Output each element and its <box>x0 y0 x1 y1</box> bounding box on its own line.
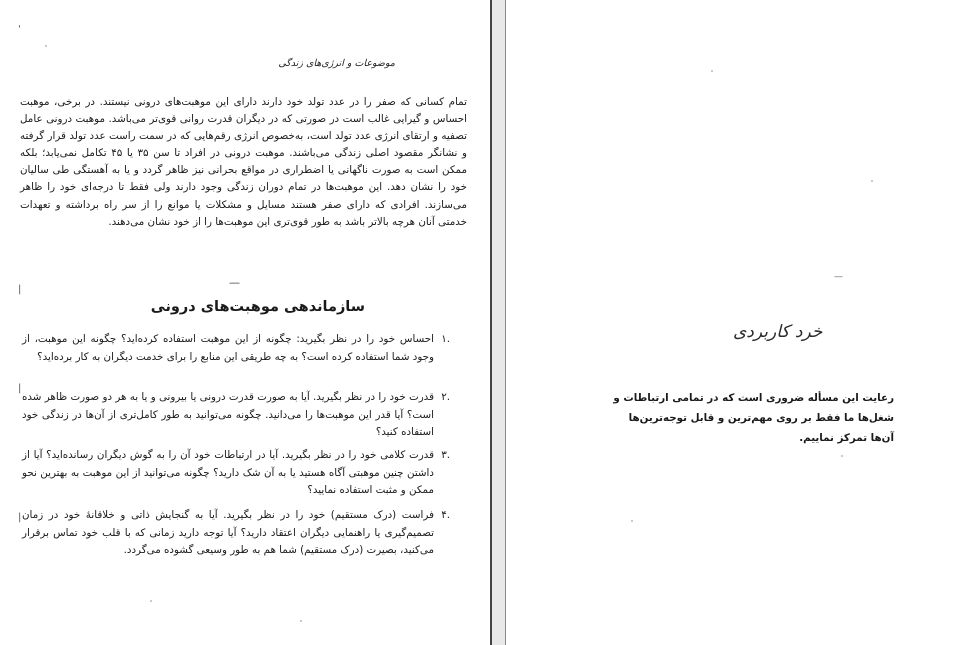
separator: — <box>229 276 240 289</box>
list-item-text: قدرت کلامی خود را در نظر بگیرید. آیا در ارتباطات خود آن را به گوش دیگران رسانده‌اید؟ آیا از داشتن چنین موهبتی آگاه هستید یا به آن شک دارید؟ چگونه می‌توانید از این موهبت به بهترین نحو ممکن و مثبت استفاده نمایید؟ <box>22 449 434 497</box>
scan-speck <box>841 455 843 457</box>
chapter-body: رعایت این مسأله ضروری است که در تمامی ارتباطات و شغل‌ها ما فقط بر روی مهم‌ترین و قابل توجه‌ترین‌ها آن‌ها تمرکز نماییم. <box>613 392 894 444</box>
list-item-text: قدرت خود را در نظر بگیرید. آیا به صورت قدرت درونی یا بیرونی و یا به هر دو صورت ظاهر شده است؟ آیا قدر این موهبت‌ها را می‌دانید. چگونه می‌توانید به طور کامل‌تری از آن‌ها در زندگی خود استفاده کنید؟ <box>22 391 434 439</box>
margin-mark: | <box>18 284 22 295</box>
list-item-text: فراست (درک مستقیم) خود را در نظر بگیرید. آیا به گنجایش ذاتی و خلاقانهٔ خود در زمان تصمیم‌گیری یا راهنمایی دیگران اعتقاد دارید؟ آیا توجه دارید زمانی که با قلب خود تماس برقرار می‌کنید، بصیرت (درک مستقیم) شما هم به طور وسیعی گشوده می‌گردد. <box>22 509 434 557</box>
right-page <box>511 0 953 645</box>
intro-paragraph: تمام کسانی که صفر را در عدد تولد خود دارند دارای این موهبت‌های درونی نیستند. در برخی، موهبت احساس و گیرایی غالب است در صورتی که در دیگران قدرت روانی قوی‌تر می‌باشد. موهبت درونی عامل تصفیه و ارتقای انرژی عدد تولد است، به‌خصوص انرژی رقم‌هایی که در سمت راست عدد تولد قرار گرفته و نشانگر مقصود اصلی زندگی می‌باشند. موهبت درونی در افراد تا سن ۳۵ یا ۴۵ تکامل نمی‌یابد؛ بلکه ممکن است به صورت ناگهانی یا اضطراری در مواقع بحرانی نیز ظاهر گردد و یا به آهستگی طی سالیان خود را نشان دهد. این موهبت‌ها در تمام دوران زندگی وجود دارند ولی فقط تا درجه‌ای خود را ظاهر می‌سازند. افرادی که دارای صفر هستند مسایل و مشکلات یا موانع را از سر راه برداشته و تعهدات خدمتی آنان هرچه بالاتر باشد به طور قوی‌تری این موهبت‌ها را از خود نشان می‌دهند. <box>20 96 467 228</box>
margin-mark: | <box>18 512 22 523</box>
list-item-text: احساس خود را در نظر بگیرید: چگونه از این موهبت استفاده کرده‌اید؟ چگونه این موهبت، از وجود شما استفاده کرده است؟ به چه طریقی این منابع را برای خدمت دیگران به کار برده‌اید؟ <box>22 333 434 363</box>
list-item <box>22 507 450 560</box>
list-item-number: .۲ <box>441 391 450 403</box>
list-item <box>22 447 450 500</box>
scan-speck <box>631 520 633 522</box>
list-item-number: .۱ <box>441 333 450 345</box>
book-gutter <box>492 0 505 645</box>
list-item <box>22 389 450 442</box>
margin-mark: ' <box>18 24 21 35</box>
margin-mark: | <box>18 383 22 394</box>
section-title: سازماندهی موهبت‌های درونی <box>150 299 365 315</box>
page-edge-right <box>505 0 506 645</box>
running-header: موضوعات و انرژی‌های زندگی <box>278 58 395 69</box>
chapter-title: خرد کاربردی <box>733 322 823 342</box>
scan-speck <box>150 600 152 602</box>
scan-speck <box>45 45 47 47</box>
list-item <box>22 331 450 366</box>
page-edge-left <box>490 0 492 645</box>
list-item-number: .۴ <box>441 509 450 521</box>
scan-speck <box>711 70 713 72</box>
list-item-number: .۳ <box>441 449 450 461</box>
small-mark: — <box>834 272 843 282</box>
scan-speck <box>300 620 302 622</box>
scan-speck <box>871 180 873 182</box>
